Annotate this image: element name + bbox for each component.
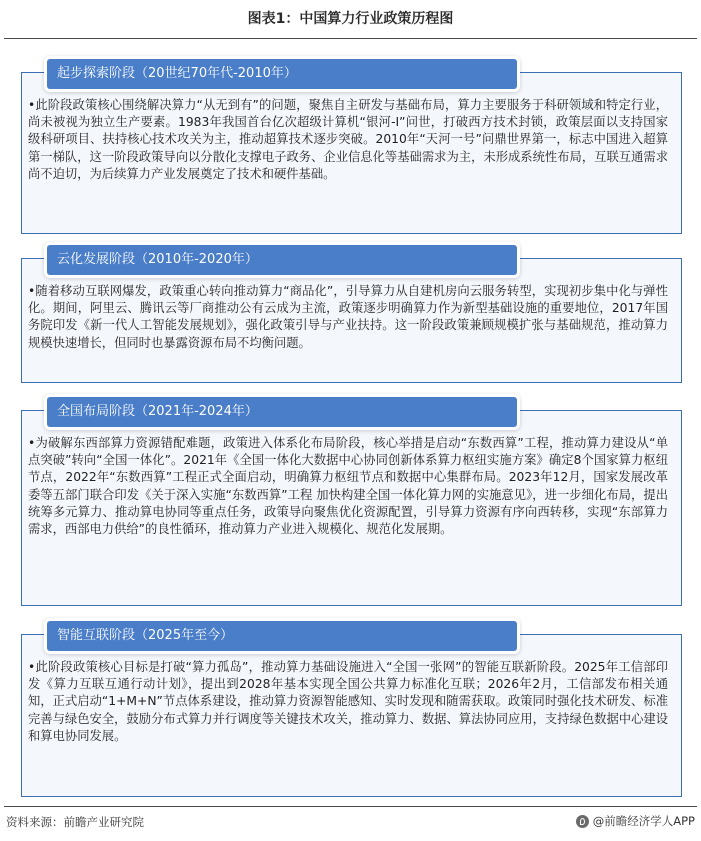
stage-description: •此阶段政策核心目标是打破“算力孤岛”，推动算力基础设施进入“全国一张网”的智能互联新阶段。2025年工信部印发《算力互联互通行动计划》，提出到2028年基本实现全国公共算力标准化互联；2026年2月，工信部发布相关通知，正式启动“1+M+N”节点体系建设，推动算力资源智能感知、实时发现和随需获取。政策同时强化技术研发、标准完善与绿色安全，鼓励分布式算力并行调度等关键技术攻关，推动算力、数据、算法协同应用，支持绿色数据中心建设和算电协同发展。 (28, 660, 668, 743)
title-divider (4, 38, 697, 39)
footer-divider (4, 806, 697, 807)
figure-title: 图表1：中国算力行业政策历程图 (247, 11, 454, 27)
brand-logo-icon (576, 815, 589, 828)
bullet-icon: • (28, 436, 36, 450)
stage-description: •为破解东西部算力资源错配难题，政策进入体系化布局阶段，核心举措是启动“东数西算”工程，推动算力建设从“单点突破”转向“全国一体化”。2021年《全国一体化大数据中心协同创新体系算力枢纽实施方案》确定8个国家算力枢纽节点，2022年“东数西算”工程正式全面启动，明确算力枢纽节点和数据中心集群布局。2023年12月，国家发展改革委等五部门联合印发《关于深入实施“东数西算”工程 加快构建全国一体化算力网的实施意见》，进一步细化布局，提出统筹多元算力、推动算电协同等重点任务，政策导向聚焦优化资源配置，引导算力资源有序向西转移，实现“东部算力需求，西部电力供给”的良性循环，推动算力产业进入规模化、规范化发展期。 (28, 436, 668, 537)
stage-header: 云化发展阶段（2010年-2020年） (47, 245, 517, 275)
stage-header: 智能互联阶段（2025年至今） (47, 621, 517, 651)
source-note: 资料来源：前瞻产业研究院 (6, 815, 144, 829)
bullet-icon: • (28, 284, 36, 298)
bullet-icon: • (28, 660, 36, 674)
stage-header: 全国布局阶段（2021年-2024年） (47, 397, 517, 427)
brand-credit (576, 813, 695, 829)
stage-description: •随着移动互联网爆发，政策重心转向推动算力“商品化”，引导算力从自建机房向云服务转型，实现初步集中化与弹性化。期间，阿里云、腾讯云等厂商推动公有云成为主流，政策逐步明确算力作为新型基础设施的重要地位，2017年国务院印发《新一代人工智能发展规划》，强化政策引导与产业扶持。这一阶段政策兼顾规模扩张与基础规范，推动算力规模快速增长，但同时也暴露资源布局不均衡问题。 (28, 284, 668, 350)
bullet-icon: • (28, 98, 36, 112)
brand-label: @前瞻经济学人APP (592, 814, 695, 828)
stage-header: 起步探索阶段（20世纪70年代-2010年） (47, 59, 517, 89)
stage-description: •此阶段政策核心围绕解决算力“从无到有”的问题，聚焦自主研发与基础布局，算力主要服务于科研领域和特定行业，尚未被视为独立生产要素。1983年我国首台亿次超级计算机“银河-I”问世，打破西方技术封锁，政策层面以支持国家级科研项目、扶持核心技术攻关为主，推动超算技术逐步突破。2010年“天河一号”问鼎世界第一，标志中国进入超算第一梯队，这一阶段政策导向以分散化支撑电子政务、企业信息化等基础需求为主，未形成系统性布局，互联互通需求尚不迫切，为后续算力产业发展奠定了技术和硬件基础。 (28, 98, 668, 181)
